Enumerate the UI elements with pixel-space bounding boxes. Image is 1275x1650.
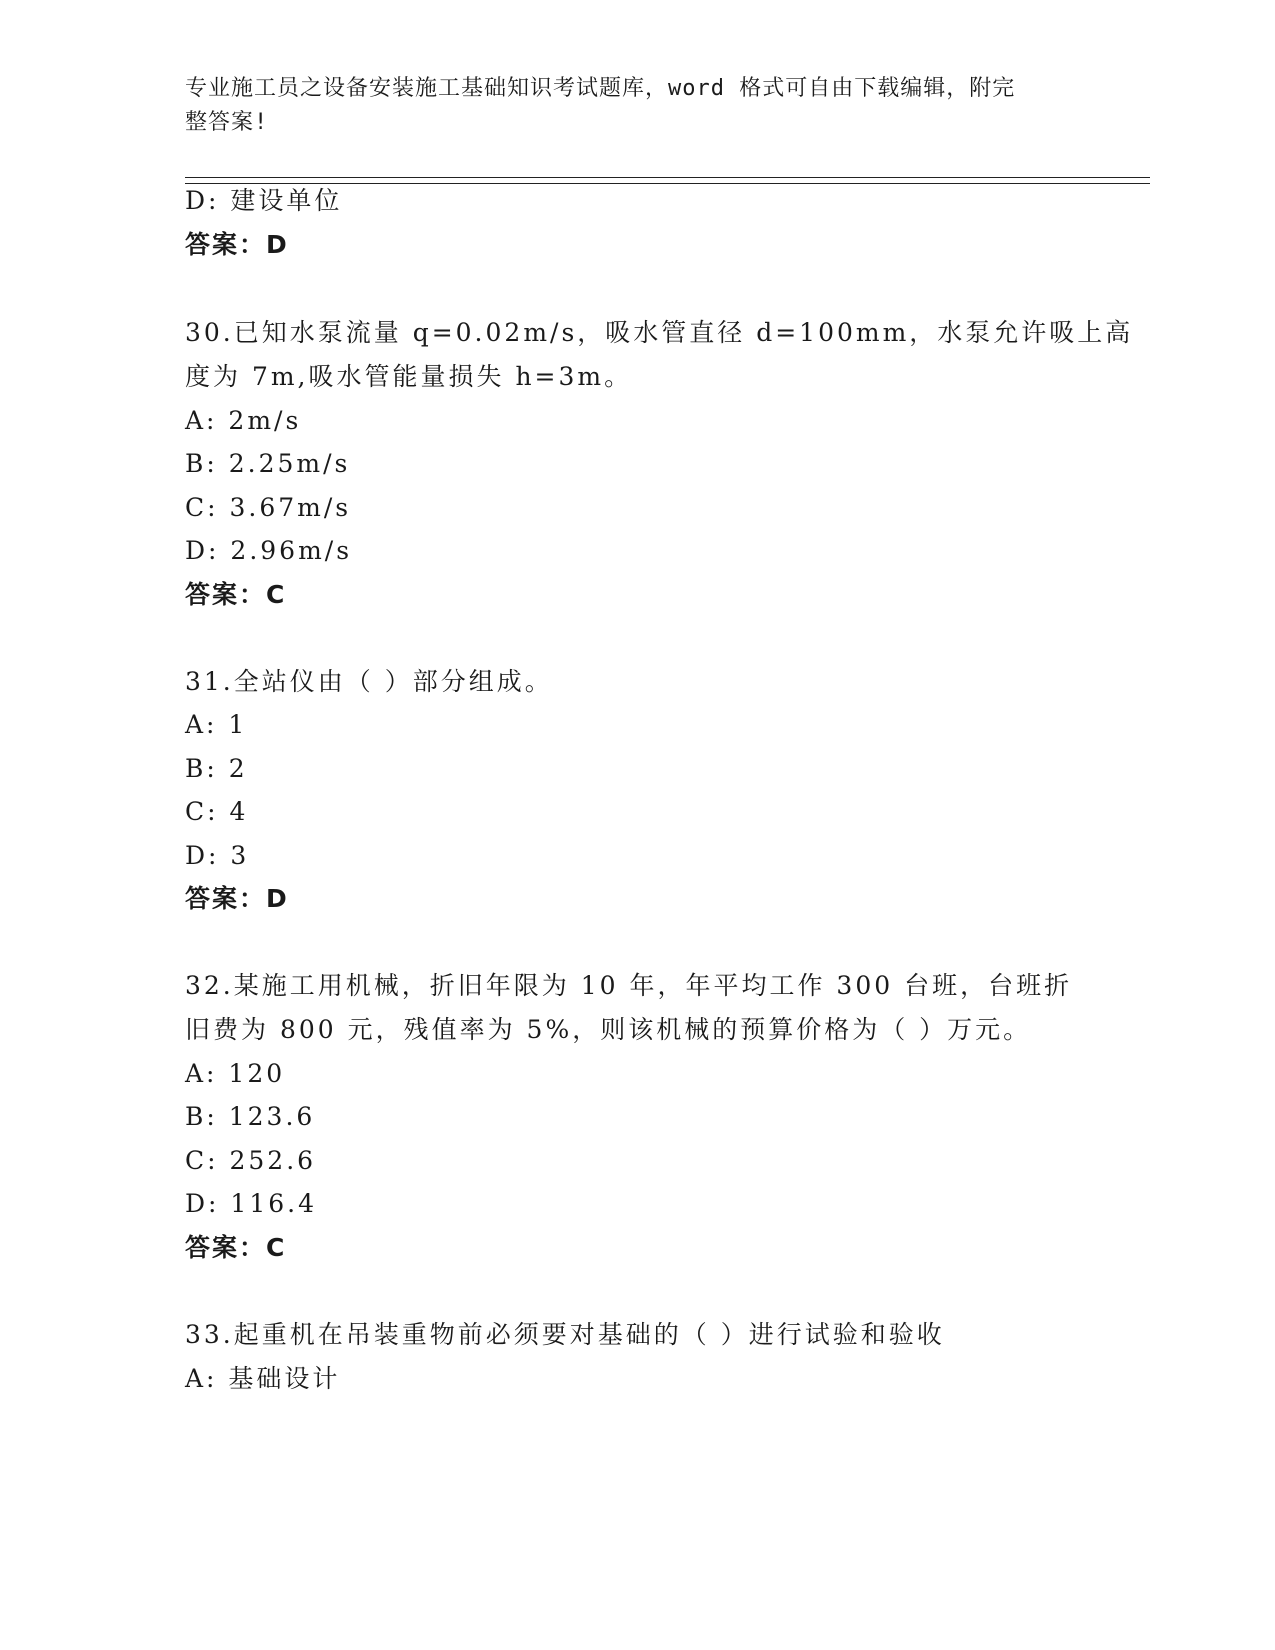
q33-option-a: A: 基础设计 <box>185 1364 341 1393</box>
q31-option-b: B: 2 <box>185 754 248 783</box>
q32-option-c: C: 252.6 <box>185 1146 317 1175</box>
q31-option-d: D: 3 <box>185 841 250 870</box>
q32-answer: 答案：C <box>185 1233 287 1262</box>
q33-stem: 33.起重机在吊装重物前必须要对基础的（ ）进行试验和验收 <box>185 1320 945 1349</box>
q30-stem-line-1: 30.已知水泵流量 q=0.02m/s，吸水管直径 d=100mm，水泵允许吸上高 <box>185 318 1134 347</box>
q31-option-c: C: 4 <box>185 797 249 826</box>
header-line-2: 整答案! <box>185 110 269 135</box>
q32-option-d: D: 116.4 <box>185 1189 317 1218</box>
q31-answer: 答案：D <box>185 884 289 913</box>
prev-option-d: D: 建设单位 <box>185 186 343 215</box>
q30-option-c: C: 3.67m/s <box>185 493 352 522</box>
q32-option-a: A: 120 <box>185 1059 286 1088</box>
q30-answer: 答案：C <box>185 580 287 609</box>
prev-answer: 答案：D <box>185 230 289 259</box>
q32-stem-line-1: 32.某施工用机械，折旧年限为 10 年，年平均工作 300 台班，台班折 <box>185 971 1073 1000</box>
q30-option-b: B: 2.25m/s <box>185 449 351 478</box>
header-line-1: 专业施工员之设备安装施工基础知识考试题库，word 格式可自由下载编辑，附完 <box>185 76 1016 101</box>
q32-stem-line-2: 旧费为 800 元，残值率为 5%，则该机械的预算价格为（ ）万元。 <box>185 1015 1032 1044</box>
q31-stem: 31.全站仪由（ ）部分组成。 <box>185 667 553 696</box>
q30-option-d: D: 2.96m/s <box>185 536 353 565</box>
header-divider-top <box>185 177 1150 178</box>
q32-option-b: B: 123.6 <box>185 1102 316 1131</box>
document-header <box>185 72 1065 140</box>
q30-stem-line-2: 度为 7m,吸水管能量损失 h=3m。 <box>185 362 633 391</box>
q31-option-a: A: 1 <box>185 710 248 739</box>
q30-option-a: A: 2m/s <box>185 406 302 435</box>
